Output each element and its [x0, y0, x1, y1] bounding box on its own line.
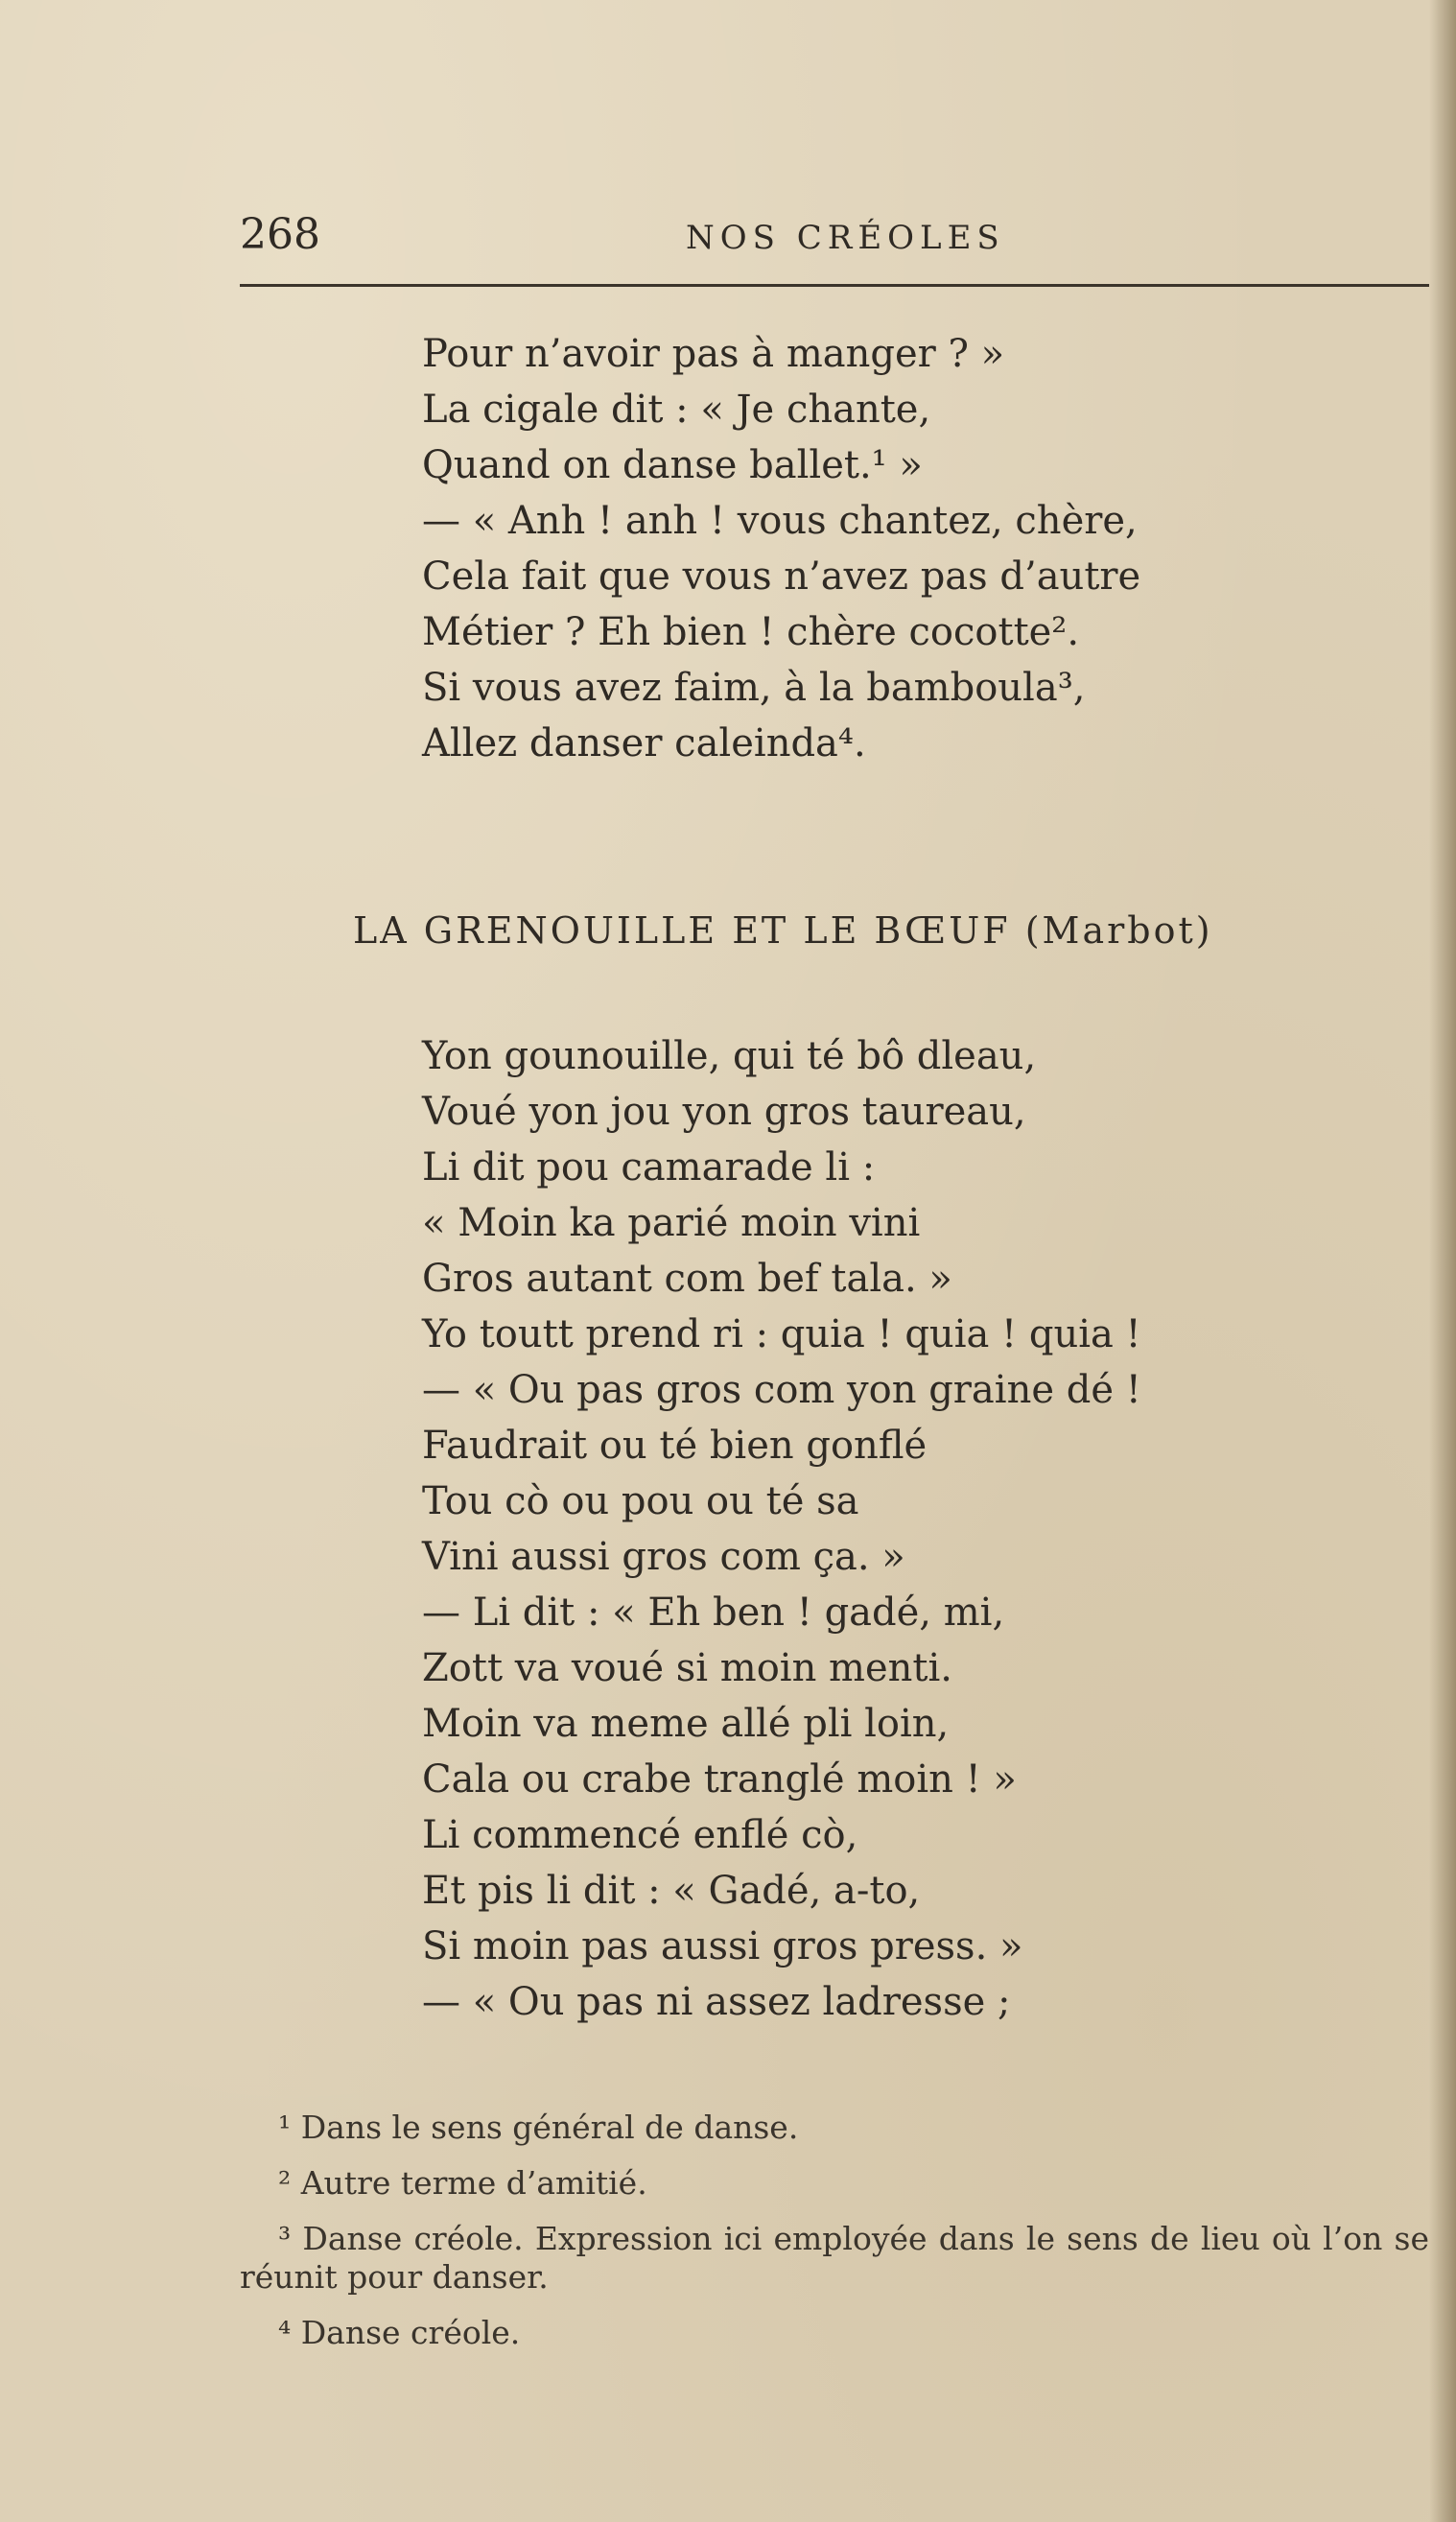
section-heading: LA GRENOUILLE ET LE BŒUF (Marbot)	[353, 909, 1213, 952]
footnote-1: ¹ Dans le sens général de danse.	[278, 2109, 799, 2146]
footnote-4: ⁴ Danse créole.	[278, 2314, 521, 2351]
verse-line: — « Ou pas gros com yon graine dé !	[422, 1368, 1141, 1412]
verse-line: Allez danser caleinda⁴.	[422, 721, 866, 766]
footnote-3: ³ Danse créole. Expression ici employée dans le sens de lieu où l’on se réunit pour danser.	[240, 2220, 1429, 2296]
verse-line: Tou cò ou pou ou té sa	[422, 1479, 859, 1523]
verse-line: Gros autant com bef tala. »	[422, 1257, 952, 1301]
verse-line: Si vous avez faim, à la bamboula³,	[422, 666, 1086, 710]
verse-line: Faudrait ou té bien gonflé	[422, 1424, 928, 1468]
verse-line: Cela fait que vous n’avez pas d’autre	[422, 554, 1141, 599]
verse-line: Yo toutt prend ri : quia ! quia ! quia !	[422, 1312, 1141, 1356]
page-number: 268	[240, 210, 320, 259]
verse-line: Métier ? Eh bien ! chère cocotte².	[422, 610, 1080, 654]
verse-line: Li dit pou camarade li :	[422, 1145, 876, 1190]
poem-stanza-grenouille	[422, 1028, 1381, 2030]
poem-stanza-cigale	[422, 326, 1381, 771]
verse-line: Voué yon jou yon gros taureau,	[422, 1090, 1026, 1134]
verse-line: Vini aussi gros com ça. »	[422, 1535, 905, 1579]
verse-line: Cala ou crabe tranglé moin ! »	[422, 1757, 1017, 1802]
page-header	[240, 206, 1429, 273]
footnote-2: ² Autre terme d’amitié.	[278, 2164, 647, 2202]
verse-line: Si moin pas aussi gros press. »	[422, 1924, 1023, 1968]
footnotes	[240, 2109, 1429, 2352]
verse-line: — « Anh ! anh ! vous chantez, chère,	[422, 499, 1138, 543]
verse-line: La cigale dit : « Je chante,	[422, 388, 931, 432]
verse-line: Moin va meme allé pli loin,	[422, 1702, 950, 1746]
verse-line: « Moin ka parié moin vini	[422, 1201, 921, 1245]
verse-line: Zott va voué si moin menti.	[422, 1646, 952, 1690]
verse-line: — « Ou pas ni assez ladresse ;	[422, 1980, 1011, 2024]
running-title: NOS CRÉOLES	[686, 219, 1005, 257]
verse-line: Yon gounouille, qui té bô dleau,	[422, 1034, 1037, 1078]
verse-line: Quand on danse ballet.¹ »	[422, 443, 923, 487]
page-edge-shadow	[1429, 0, 1456, 2522]
header-rule	[240, 284, 1429, 287]
verse-line: — Li dit : « Eh ben ! gadé, mi,	[422, 1591, 1005, 1635]
verse-line: Pour n’avoir pas à manger ? »	[422, 332, 1005, 376]
verse-line: Li commencé enflé cò,	[422, 1813, 858, 1857]
verse-line: Et pis li dit : « Gadé, a-to,	[422, 1869, 921, 1913]
